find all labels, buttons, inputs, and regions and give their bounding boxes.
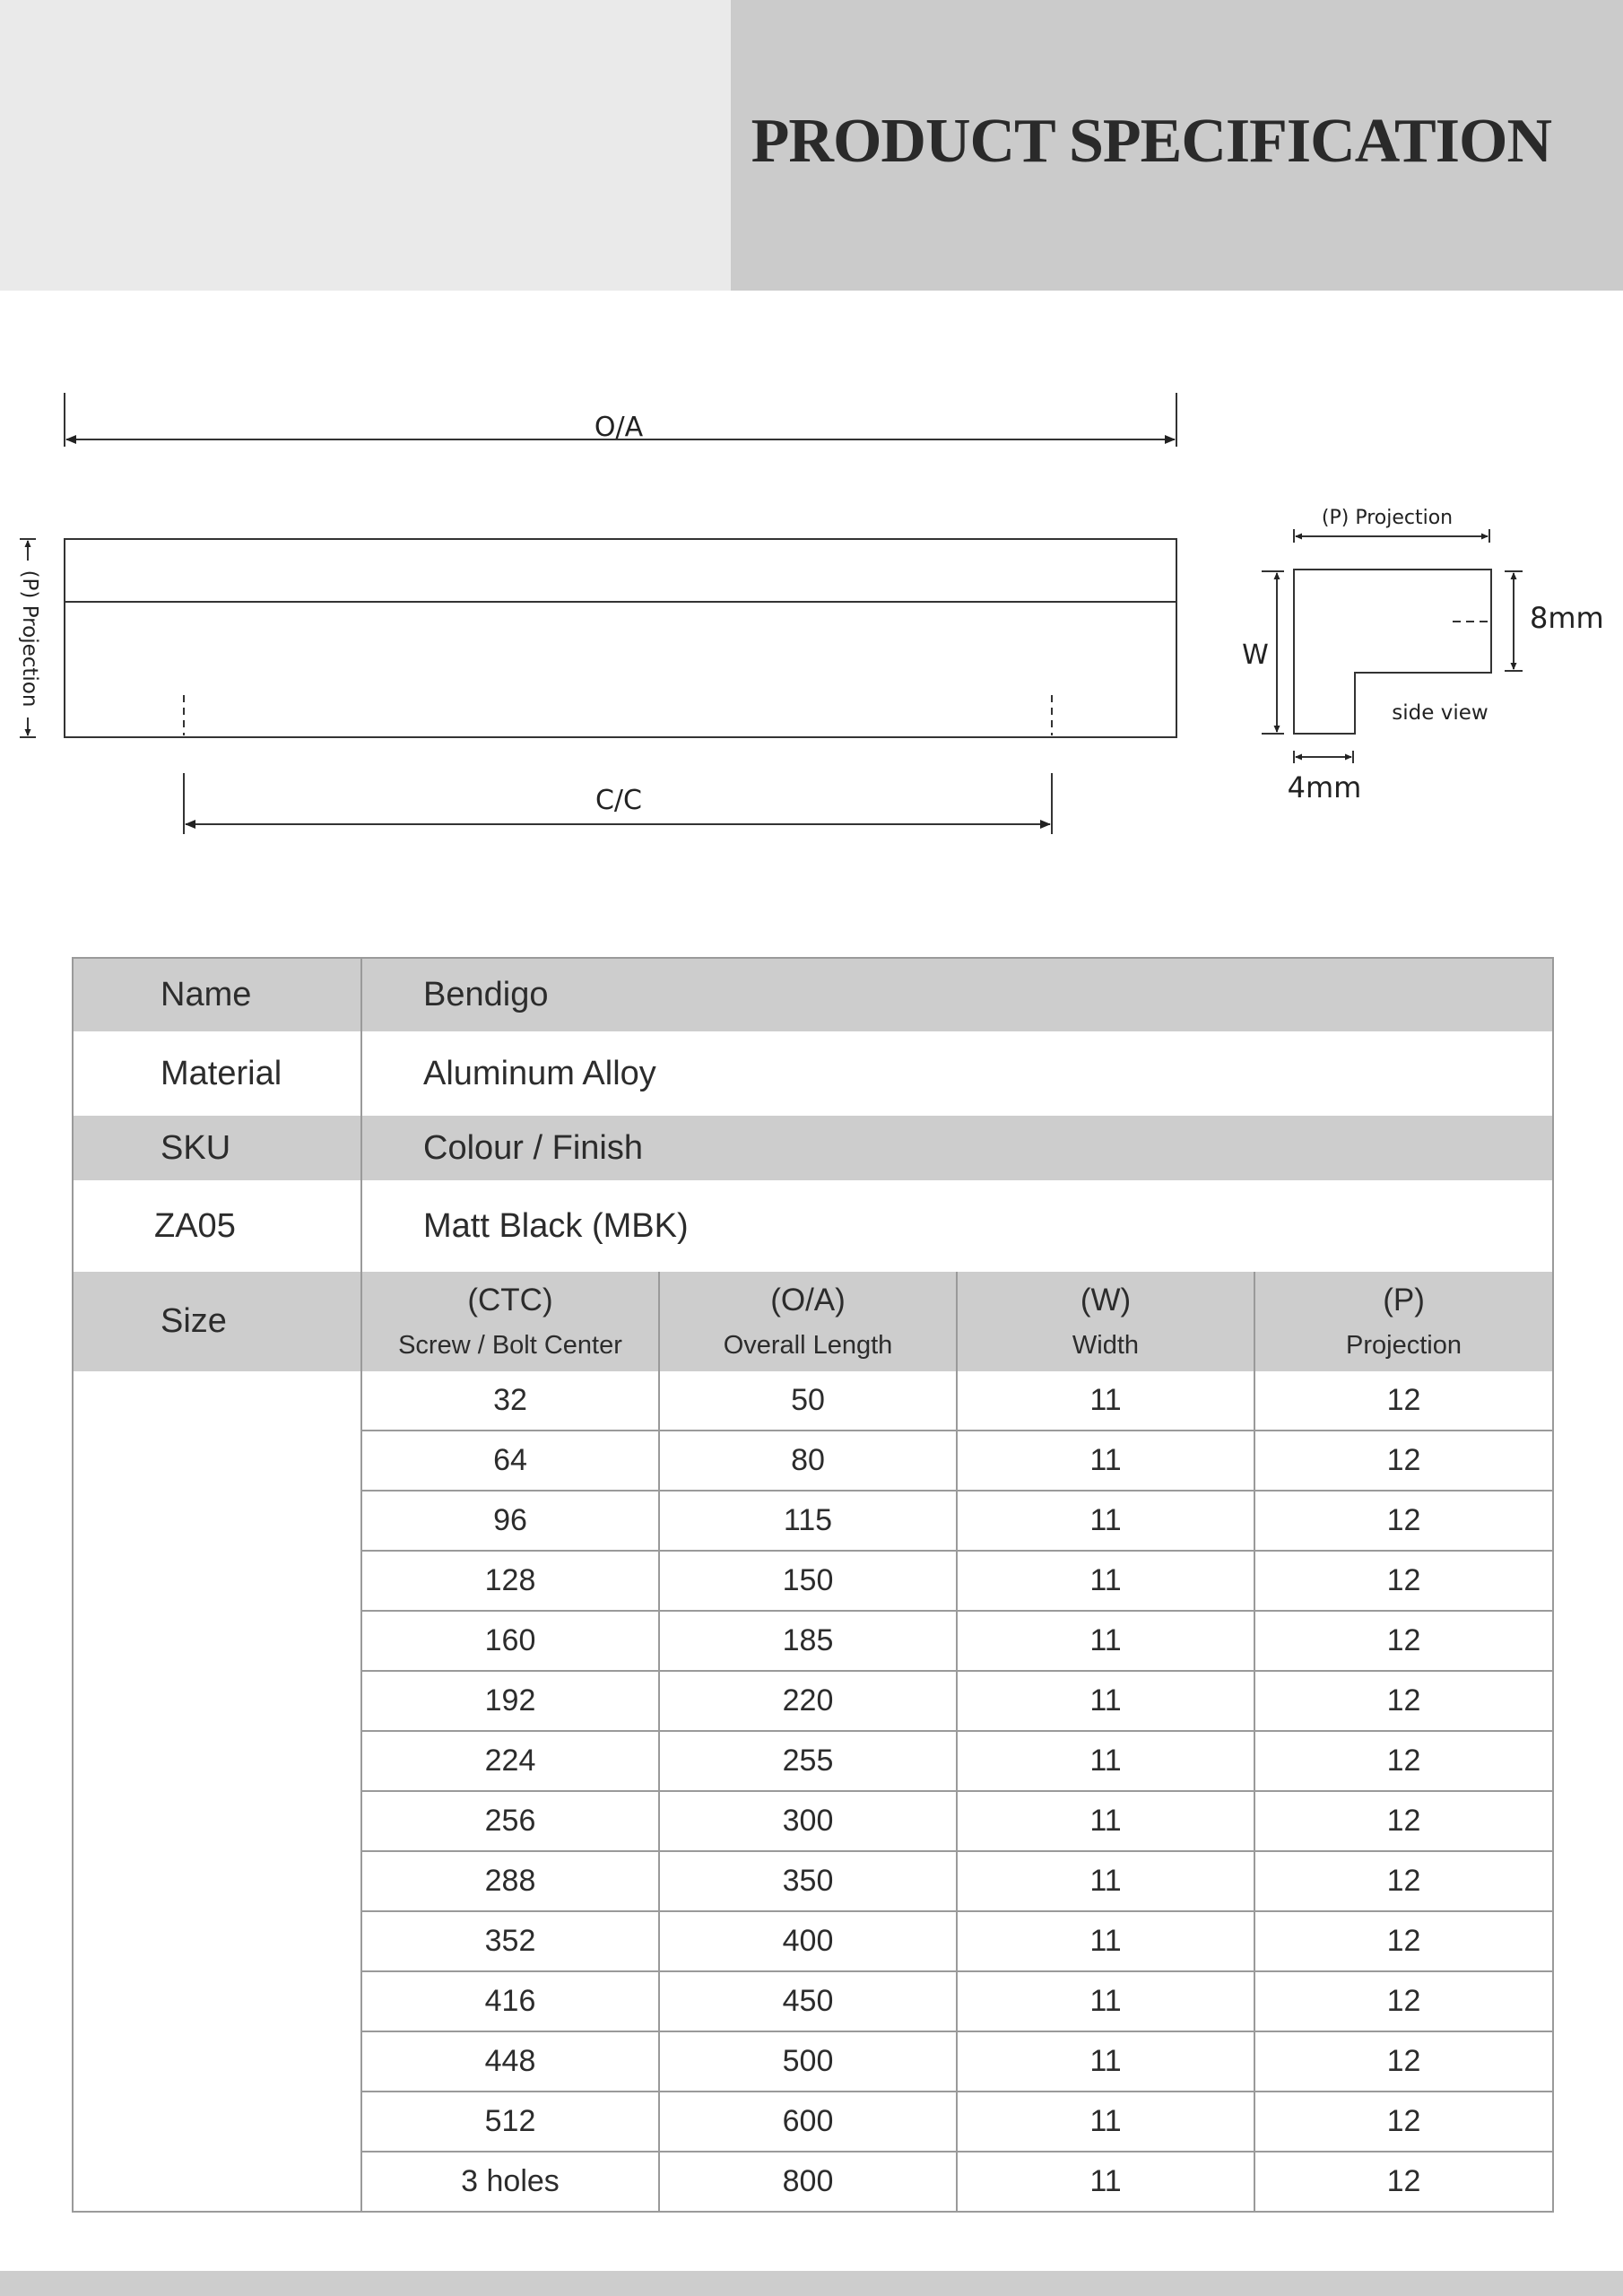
table-row xyxy=(73,1371,1553,1431)
projection-cell: 12 xyxy=(1254,1431,1553,1491)
cc-label: C/C xyxy=(595,785,643,816)
table-row xyxy=(73,1491,1553,1551)
footer-bar xyxy=(0,2271,1623,2296)
width-cell: 11 xyxy=(957,1731,1254,1791)
ctc-cell: 256 xyxy=(361,1791,659,1851)
dim-4mm-label: 4mm xyxy=(1287,770,1362,804)
ctc-cell: 128 xyxy=(361,1551,659,1611)
ctc-cell: 3 holes xyxy=(361,2152,659,2212)
size-spacer-cell xyxy=(73,1551,361,1611)
side-projection-label: (P) Projection xyxy=(1321,507,1454,529)
table-row xyxy=(73,1671,1553,1731)
sku-value: ZA05 xyxy=(73,1180,361,1272)
name-label: Name xyxy=(73,958,361,1031)
ctc-cell: 96 xyxy=(361,1491,659,1551)
width-cell: 11 xyxy=(957,1371,1254,1431)
size-spacer-cell xyxy=(73,1611,361,1671)
width-cell: 11 xyxy=(957,1971,1254,2031)
table-row xyxy=(73,1431,1553,1491)
handle-outline xyxy=(65,539,1176,737)
width-cell: 11 xyxy=(957,1791,1254,1851)
projection-cell: 12 xyxy=(1254,1611,1553,1671)
width-cell: 11 xyxy=(957,2092,1254,2152)
width-cell: 11 xyxy=(957,1431,1254,1491)
table-row xyxy=(73,1911,1553,1971)
technical-drawing xyxy=(0,377,1623,879)
projection-cell: 12 xyxy=(1254,2092,1553,2152)
material-label: Material xyxy=(73,1031,361,1116)
oa-cell: 350 xyxy=(659,1851,957,1911)
spec-row-sku-value xyxy=(73,1180,1553,1272)
oa-cell: 800 xyxy=(659,2152,957,2212)
size-spacer-cell xyxy=(73,1491,361,1551)
col-header-ctc xyxy=(361,1272,659,1371)
side-view-label: side view xyxy=(1392,701,1488,725)
width-cell: 11 xyxy=(957,1671,1254,1731)
projection-cell: 12 xyxy=(1254,1731,1553,1791)
oa-cell: 500 xyxy=(659,2031,957,2092)
oa-cell: 150 xyxy=(659,1551,957,1611)
spec-table xyxy=(72,957,1554,2213)
spec-row-sku xyxy=(73,1116,1553,1180)
width-cell: 11 xyxy=(957,1611,1254,1671)
size-spacer-cell xyxy=(73,1911,361,1971)
size-spacer-cell xyxy=(73,1731,361,1791)
col-header-p xyxy=(1254,1272,1553,1371)
front-view xyxy=(20,393,1176,834)
col-abbr: (P) xyxy=(1383,1283,1425,1318)
projection-cell: 12 xyxy=(1254,2031,1553,2092)
header-left-panel xyxy=(0,0,731,291)
size-header-row xyxy=(73,1272,1553,1371)
table-row xyxy=(73,2031,1553,2092)
w-label: W xyxy=(1242,639,1269,671)
col-header-w xyxy=(957,1272,1254,1371)
projection-cell: 12 xyxy=(1254,1971,1553,2031)
material-value: Aluminum Alloy xyxy=(423,1054,656,1092)
projection-cell: 12 xyxy=(1254,1791,1553,1851)
table-row xyxy=(73,1851,1553,1911)
size-spacer-cell xyxy=(73,1431,361,1491)
width-cell: 11 xyxy=(957,2031,1254,2092)
width-cell: 11 xyxy=(957,1911,1254,1971)
oa-cell: 115 xyxy=(659,1491,957,1551)
oa-cell: 300 xyxy=(659,1791,957,1851)
size-spacer-cell xyxy=(73,1971,361,2031)
ctc-cell: 160 xyxy=(361,1611,659,1671)
oa-cell: 185 xyxy=(659,1611,957,1671)
page-title: PRODUCT SPECIFICATION xyxy=(751,107,1551,176)
table-row xyxy=(73,1971,1553,2031)
projection-cell: 12 xyxy=(1386,2164,1421,2198)
table-row xyxy=(73,1791,1553,1851)
projection-cell: 12 xyxy=(1254,1851,1553,1911)
ctc-cell: 416 xyxy=(361,1971,659,2031)
size-rows xyxy=(73,1371,1553,2212)
table-row xyxy=(73,1551,1553,1611)
finish-label: Colour / Finish xyxy=(361,1116,1553,1180)
projection-label-vertical: (P) Projection xyxy=(18,570,41,708)
projection-cell: 12 xyxy=(1254,1371,1553,1431)
size-spacer-cell xyxy=(73,2092,361,2152)
dim-8mm-label: 8mm xyxy=(1530,601,1604,635)
size-spacer-cell xyxy=(73,1791,361,1851)
oa-cell: 400 xyxy=(659,1911,957,1971)
col-label: Screw / Bolt Center xyxy=(398,1331,622,1361)
ctc-cell: 352 xyxy=(361,1911,659,1971)
side-view xyxy=(1262,529,1523,763)
width-cell: 11 xyxy=(957,2152,1254,2212)
sku-label: SKU xyxy=(73,1116,361,1180)
name-value: Bendigo xyxy=(361,958,1553,1031)
finish-value: Matt Black (MBK) xyxy=(423,1206,689,1245)
col-label: Overall Length xyxy=(723,1331,893,1361)
table-row xyxy=(73,1731,1553,1791)
table-row xyxy=(73,1611,1553,1671)
ctc-cell: 512 xyxy=(361,2092,659,2152)
ctc-cell: 448 xyxy=(361,2031,659,2092)
size-spacer-cell xyxy=(73,2152,361,2212)
table-row xyxy=(73,2092,1553,2152)
projection-cell: 12 xyxy=(1254,1911,1553,1971)
projection-cell: 12 xyxy=(1254,1551,1553,1611)
col-abbr: (W) xyxy=(1080,1283,1132,1318)
oa-cell: 255 xyxy=(659,1731,957,1791)
size-spacer-cell xyxy=(73,1371,361,1431)
oa-cell: 50 xyxy=(659,1371,957,1431)
oa-cell: 450 xyxy=(659,1971,957,2031)
ctc-cell: 64 xyxy=(361,1431,659,1491)
width-cell: 11 xyxy=(957,1851,1254,1911)
spec-row-name xyxy=(73,958,1553,1031)
size-spacer-cell xyxy=(73,1671,361,1731)
oa-cell: 600 xyxy=(659,2092,957,2152)
width-cell: 11 xyxy=(957,1491,1254,1551)
projection-cell: 12 xyxy=(1254,1491,1553,1551)
oa-cell: 80 xyxy=(659,1431,957,1491)
spec-row-material xyxy=(73,1031,1553,1116)
ctc-cell: 192 xyxy=(361,1671,659,1731)
size-spacer-cell xyxy=(73,2031,361,2092)
col-label: Projection xyxy=(1346,1331,1462,1361)
col-abbr: (O/A) xyxy=(770,1283,846,1318)
col-header-oa xyxy=(659,1272,957,1371)
width-cell: 11 xyxy=(957,1551,1254,1611)
col-label: Width xyxy=(1072,1331,1140,1361)
oa-label: O/A xyxy=(594,412,644,443)
oa-cell: 220 xyxy=(659,1671,957,1731)
col-abbr: (CTC) xyxy=(467,1283,553,1318)
size-spacer-cell xyxy=(73,1851,361,1911)
table-row xyxy=(73,2152,1553,2212)
projection-cell: 12 xyxy=(1254,1671,1553,1731)
ctc-cell: 288 xyxy=(361,1851,659,1911)
size-label: Size xyxy=(73,1272,361,1371)
ctc-cell: 224 xyxy=(361,1731,659,1791)
ctc-cell: 32 xyxy=(361,1371,659,1431)
